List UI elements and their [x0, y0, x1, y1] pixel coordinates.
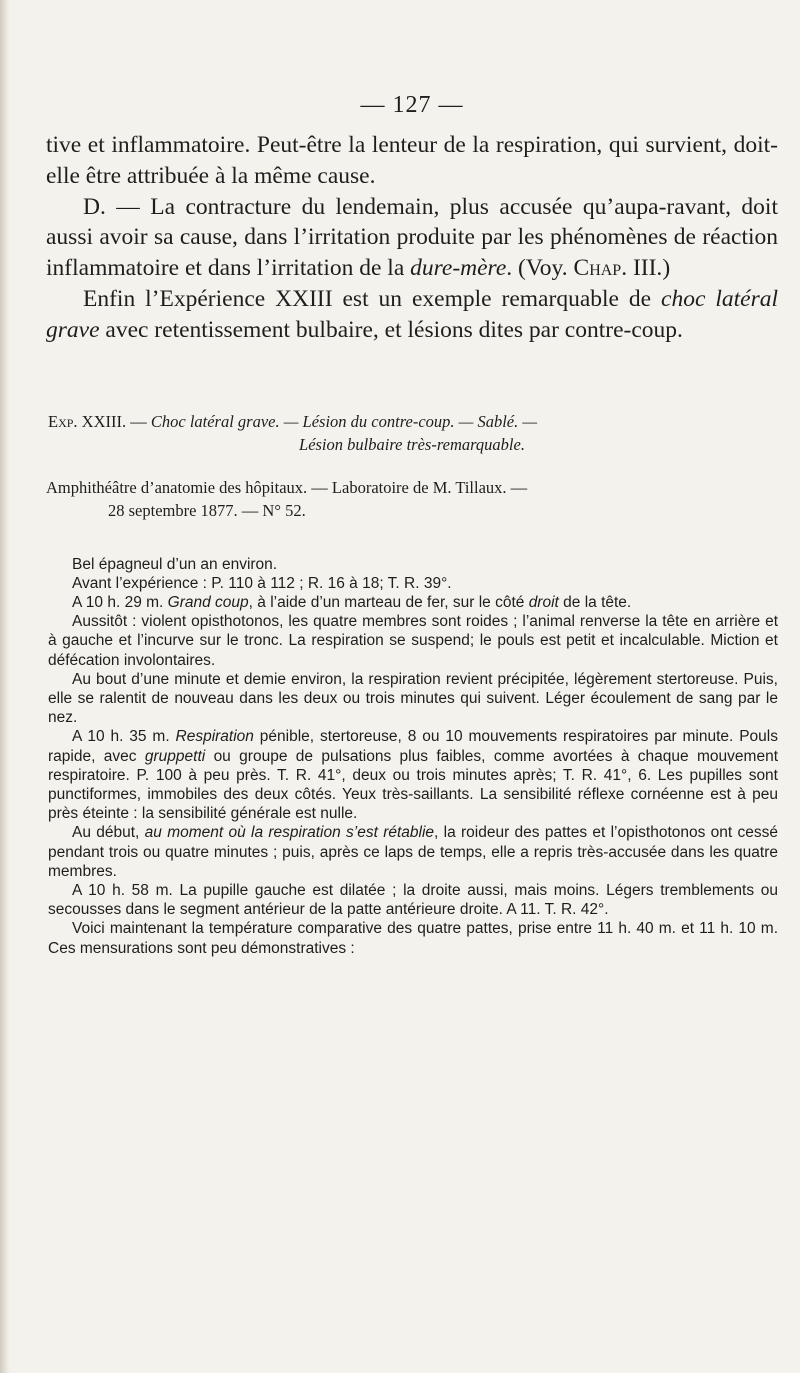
text-run: A 10 h. 29 m.: [72, 593, 168, 611]
experiment-title: Choc latéral grave. — Lésion du contre-coup. — Sablé. —: [150, 411, 538, 431]
main-paragraph-2: [46, 192, 778, 284]
text-run: de la tête.: [558, 593, 632, 611]
text-run: , à l’aide d’un marteau de fer, sur le côté: [248, 593, 529, 611]
emphasis: droit: [528, 593, 559, 611]
experiment-date: 28 septembre 1877. — N° 52.: [108, 500, 306, 520]
emphasis: Respiration: [175, 728, 254, 746]
experiment-subtitle-line: [46, 433, 778, 456]
text-run: pénible, stertoreuse, 8 ou 10 mouvements respiratoires par minute. Pouls rapide, avec: [48, 728, 778, 765]
text-run: . (Voy.: [506, 255, 574, 282]
book-page: [46, 0, 778, 958]
body-paragraph-9: Voici maintenant la température comparative des quatre pattes, prise entre 11 h. 40 m. et 11 h. 10 m. Ces mensurations sont peu démonstratives :: [48, 920, 778, 957]
main-paragraph-1: tive et inflammatoire. Peut-être la lenteur de la respiration, qui survient, doit-elle être attribuée à la même cause.: [46, 132, 778, 189]
body-paragraph-8: A 10 h. 58 m. La pupille gauche est dilatée ; la droite aussi, mais moins. Légers tremblements ou secousses dans le segment antérieur de la patte antérieure droite. A 11. T. R. 42°.: [48, 882, 778, 919]
experiment-body: [46, 555, 778, 958]
experiment-title-line: [46, 410, 778, 433]
body-paragraph-4: Aussitôt : violent opisthotonos, les quatre membres sont roides ; l’animal renverse la tête en arrière et à gauche et l’incurve sur le tronc. La respiration se suspend; le pouls est petit et incalculable. Miction et défécation involontaires.: [48, 613, 778, 669]
experiment-location: Amphithéâtre d’anatomie des hôpitaux. — Laboratoire de M. Tillaux. —: [46, 477, 528, 497]
experiment-heading: [46, 410, 778, 522]
body-paragraph-5: Au bout d’une minute et demie environ, la respiration revient précipitée, légèrement stertoreuse. Puis, elle se ralentit de nouveau dans les deux ou trois minutes qui suivent. Léger écoulement de sang par le nez.: [48, 670, 778, 727]
body-paragraph-2: Avant l’expérience : P. 110 à 112 ; R. 16 à 18; T. R. 39°.: [72, 574, 452, 592]
emphasis: gruppetti: [144, 747, 206, 765]
text-run: avec retentissement bulbaire, et lésions dites par contre-coup.: [99, 316, 683, 343]
chapter-ref: Chap. III.: [573, 255, 663, 282]
experiment-subtitle: Lésion bulbaire très-remarquable.: [299, 434, 525, 454]
page-edge-shadow: [0, 0, 10, 1373]
body-paragraph-6: [48, 727, 778, 823]
text-run: Au début,: [72, 824, 145, 842]
experiment-label: Exp. XXIII.: [48, 411, 127, 431]
emphasis: choc latéral grave: [46, 285, 778, 343]
emphasis: dure-mère: [410, 255, 507, 282]
body-paragraph-1: Bel épagneul d’un an environ.: [72, 555, 278, 573]
text-run: A 10 h. 35 m.: [72, 728, 176, 746]
main-text: [46, 130, 778, 346]
text-run: Enfin l’Expérience XXIII est un exemple remarquable de: [83, 285, 662, 312]
text-run: —: [126, 411, 151, 431]
body-paragraph-3: [48, 593, 778, 612]
text-run: ou groupe de pulsations plus faibles, comme avortées à chaque mouvement respiratoire. P. 100 à peu près. T. R. 41°, deux ou trois minutes après; T. R. 41°, 6. Les pupilles sont punctiformes, immobiles des deux côtés. Yeux très-saillants. La sensibilité réflexe cornéenne est à peu près éteinte : la sensibilité générale est nulle.: [48, 747, 778, 823]
main-paragraph-3: [46, 284, 778, 346]
text-run: , la roideur des pattes et l’opisthotonos ont cessé pendant trois ou quatre minutes ; puis, après ce laps de temps, elle a repris très-accusée dans les quatre membres.: [48, 824, 778, 880]
body-paragraph-7: [48, 823, 778, 881]
text-run: ): [662, 255, 671, 282]
page-number: — 127 —: [360, 92, 464, 118]
emphasis: au moment où la respiration s’est rétablie: [144, 824, 435, 842]
emphasis: Grand coup: [167, 593, 249, 611]
text-run: D. — La contracture du lendemain, plus accusée qu’aupa-ravant, doit aussi avoir sa cause, dans l’irritation produite par les phénomènes de réaction inflammatoire et dans l’irritation de la: [46, 193, 778, 282]
